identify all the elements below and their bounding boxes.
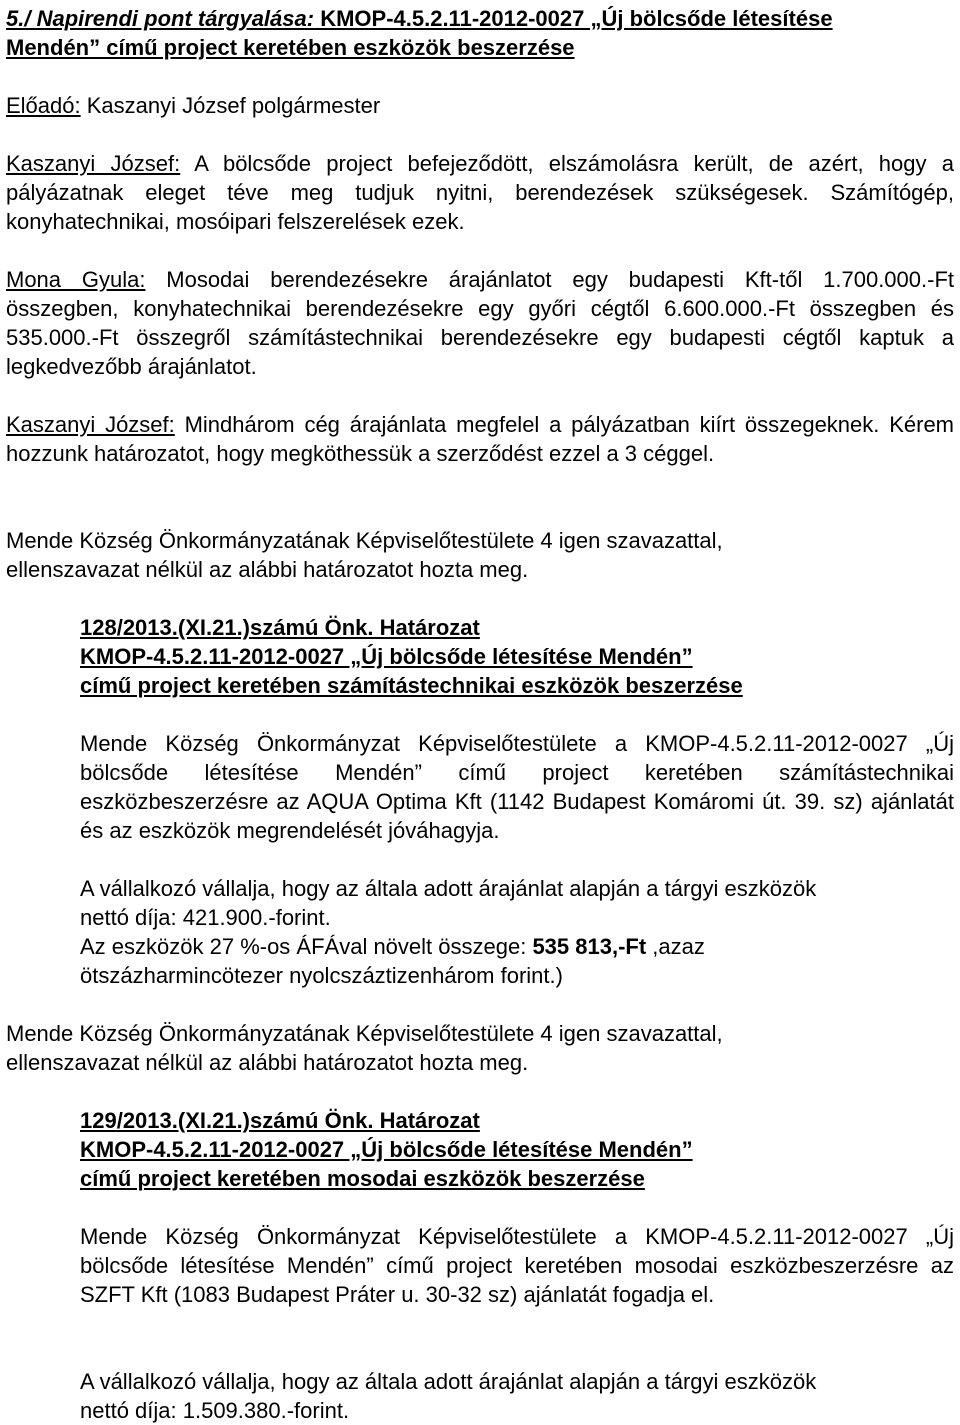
resolution-129-net: [80, 1367, 954, 1425]
vote-line: ellenszavazat nélkül az alábbi határozatot hozta meg.: [6, 557, 529, 582]
resolution-129-body: [80, 1222, 954, 1309]
resolution-text: Mende Község Önkormányzat Képviselőtestülete a KMOP-4.5.2.11-2012-0027 „Új bölcsőde létesítése Mendén” című project keretében számítástechnikai eszközbeszerzésre az AQUA Optima Kft (1142 Budapest Komáromi út. 39. sz) ajánlatát és az eszközök megrendelését jóváhagyja.: [80, 731, 954, 843]
speech-kaszanyi-2: [6, 410, 954, 468]
resolution-project: KMOP-4.5.2.11-2012-0027 „Új bölcsőde létesítése Mendén”: [80, 1137, 693, 1162]
net-line: nettó díja: 421.900.-forint.: [80, 905, 331, 930]
speech-text: Mindhárom cég árajánlata megfelel a pályázatban kiírt összegeknek. Kérem hozzunk határozatot, hogy megköthessük a szerződést ezzel a 3 céggel.: [6, 412, 955, 466]
speaker-name: Kaszanyi József:: [6, 151, 181, 176]
resolution-128-body: [80, 729, 954, 845]
speech-text: Mosodai berendezésekre árajánlatot egy budapesti Kft-től 1.700.000.-Ft összegben, konyhatechnikai berendezésekre egy győri cégtől 6.600.000.-Ft összegben és 535.000.-Ft összegről számítástechnikai berendezésekre egy budapesti cégtől kaptuk a legkedvezőbb árajánlatot.: [6, 267, 954, 379]
agenda-heading: [6, 4, 954, 62]
vote-line: Mende Község Önkormányzatának Képviselőtestülete 4 igen szavazattal,: [6, 528, 723, 553]
resolution-subject: című project keretében számítástechnikai eszközök beszerzése: [80, 673, 743, 698]
vote-line: Mende Község Önkormányzatának Képviselőtestülete 4 igen szavazattal,: [6, 1021, 723, 1046]
speaker-name: Mona Gyula:: [6, 267, 146, 292]
resolution-number: 129/2013.(XI.21.)számú Önk. Határozat: [80, 1108, 480, 1133]
agenda-prefix: 5./ Napirendi pont tárgyalása:: [6, 6, 315, 31]
speech-mona: [6, 265, 954, 381]
vat-amount: 535 813,-Ft: [532, 934, 647, 959]
resolution-128-title: [80, 613, 954, 700]
speech-kaszanyi-1: [6, 149, 954, 236]
vat-suffix: ,azaz: [646, 934, 705, 959]
resolution-129-title: [80, 1106, 954, 1193]
presenter-label: Előadó:: [6, 93, 81, 118]
vote-statement-1: [6, 526, 954, 584]
agenda-title-line1: KMOP-4.5.2.11-2012-0027 „Új bölcsőde létesítése: [314, 6, 833, 31]
presenter-line: [6, 91, 954, 120]
net-line: A vállalkozó vállalja, hogy az általa adott árajánlat alapján a tárgyi eszközök: [80, 876, 817, 901]
agenda-title-line2: Mendén” című project keretében eszközök beszerzése: [6, 35, 575, 60]
vote-statement-2: [6, 1019, 954, 1077]
resolution-project: KMOP-4.5.2.11-2012-0027 „Új bölcsőde létesítése Mendén”: [80, 644, 693, 669]
resolution-subject: című project keretében mosodai eszközök beszerzése: [80, 1166, 645, 1191]
speech-text: A bölcsőde project befejeződött, elszámolásra került, de azért, hogy a pályázatnak eleget téve meg tudjuk nyitni, berendezések szükségesek. Számítógép, konyhatechnikai, mosóipari felszerelések ezek.: [6, 151, 954, 234]
presenter-name: Kaszanyi József polgármester: [80, 93, 381, 118]
net-line: nettó díja: 1.509.380.-forint.: [80, 1398, 350, 1423]
vat-words: ötszázharmincötezer nyolcszáztizenhárom forint.): [80, 963, 563, 988]
resolution-128-net: [80, 874, 954, 932]
resolution-number: 128/2013.(XI.21.)számú Önk. Határozat: [80, 615, 480, 640]
vat-line: [80, 932, 954, 961]
resolution-text: Mende Község Önkormányzat Képviselőtestülete a KMOP-4.5.2.11-2012-0027 „Új bölcsőde létesítése Mendén” című project keretében mosodai eszközbeszerzésre az SZFT Kft (1083 Budapest Práter u. 30-32 sz) ajánlatát fogadja el.: [80, 1224, 954, 1307]
net-line: A vállalkozó vállalja, hogy az általa adott árajánlat alapján a tárgyi eszközök: [80, 1369, 817, 1394]
vote-line: ellenszavazat nélkül az alábbi határozatot hozta meg.: [6, 1050, 529, 1075]
speaker-name: Kaszanyi József:: [6, 412, 175, 437]
vat-prefix: Az eszközök 27 %-os ÁFÁval növelt összege:: [80, 934, 533, 959]
resolution-128-vat: [80, 932, 954, 990]
